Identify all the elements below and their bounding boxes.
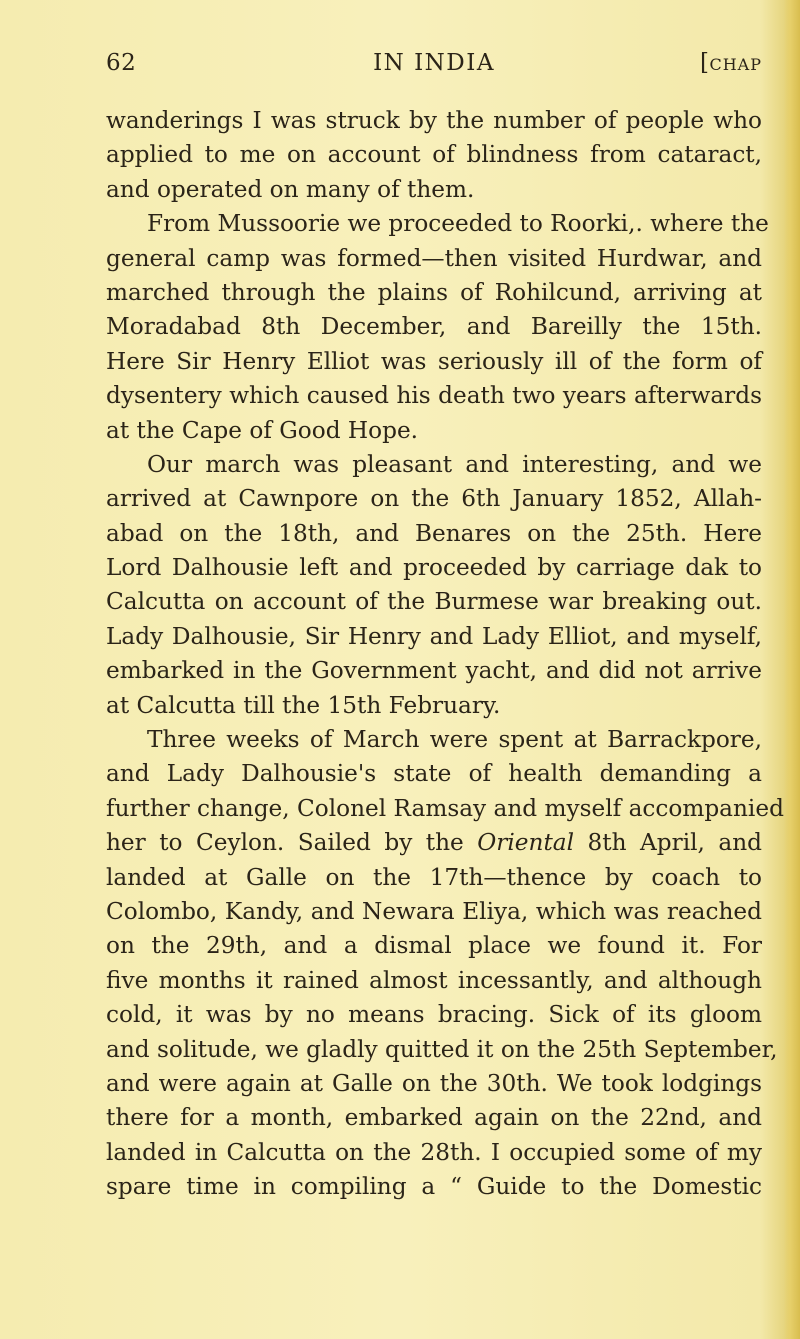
text-line: at the Cape of Good Hope. bbox=[106, 416, 419, 444]
text-line: Moradabad 8th December, and Bareilly the 15th. bbox=[106, 313, 762, 341]
text-line: Here Sir Henry Elliot was seriously ill of the form of bbox=[106, 347, 762, 375]
text-line: abad on the 18th, and Benares on the 25th. Here bbox=[106, 519, 762, 547]
text-line: Three weeks of March were spent at Barrackpore, bbox=[147, 726, 762, 754]
ship-name: Oriental bbox=[477, 829, 575, 857]
text-line: embarked in the Government yacht, and did not arrive bbox=[106, 657, 762, 685]
text-line: Our march was pleasant and interesting, and we bbox=[147, 450, 762, 478]
text-line: cold, it was by no means bracing. Sick of its gloom bbox=[106, 1001, 762, 1029]
text-line: spare time in compiling a “ Guide to the Domestic bbox=[106, 1173, 762, 1201]
text-line bbox=[106, 826, 762, 860]
text-line: arrived at Cawnpore on the 6th January 1852, Allah- bbox=[106, 485, 762, 513]
page-header bbox=[106, 50, 762, 84]
text-line: on the 29th, and a dismal place we found it. For bbox=[106, 932, 762, 960]
text-line: and were again at Galle on the 30th. We took lodgings bbox=[106, 1069, 762, 1097]
text-line: Colombo, Kandy, and Newara Eliya, which was reached bbox=[106, 897, 762, 925]
page-number: 62 bbox=[106, 50, 137, 76]
text-segment: 8th April, and bbox=[587, 829, 762, 857]
text-line: wanderings I was struck by the number of people who bbox=[106, 107, 762, 134]
text-line: Lord Dalhousie left and proceeded by carriage dak to bbox=[106, 554, 762, 582]
text-line: and Lady Dalhousie's state of health demanding a bbox=[106, 760, 762, 788]
text-line: marched through the plains of Rohilcund, arriving at bbox=[106, 278, 762, 306]
text-line: landed at Galle on the 17th—thence by coach to bbox=[106, 863, 762, 891]
chapter-label-text: CHAP bbox=[709, 55, 762, 74]
text-line: further change, Colonel Ramsay and myself accompanied bbox=[106, 794, 784, 822]
text-line: there for a month, embarked again on the 22nd, and bbox=[106, 1104, 762, 1132]
running-title: IN INDIA bbox=[373, 50, 495, 76]
text-line: and solitude, we gladly quitted it on the 25th September, bbox=[106, 1035, 778, 1063]
body-text bbox=[106, 104, 784, 1205]
text-line: Lady Dalhousie, Sir Henry and Lady Elliot, and myself, bbox=[106, 622, 762, 650]
page-edge bbox=[784, 0, 800, 1339]
text-line: at Calcutta till the 15th February. bbox=[106, 691, 501, 719]
text-line: and operated on many of them. bbox=[106, 175, 475, 203]
text-line: landed in Calcutta on the 28th. I occupied some of my bbox=[106, 1138, 762, 1166]
text-line: applied to me on account of blindness from cataract, bbox=[106, 141, 762, 169]
chapter-label bbox=[700, 50, 762, 76]
text-line: dysentery which caused his death two years afterwards bbox=[106, 382, 762, 410]
text-line: Calcutta on account of the Burmese war breaking out. bbox=[106, 588, 762, 616]
text-segment: her to Ceylon. Sailed by the bbox=[106, 829, 464, 857]
text-line: From Mussoorie we proceeded to Roorki,. where the bbox=[147, 210, 769, 238]
text-line: general camp was formed—then visited Hurdwar, and bbox=[106, 244, 762, 272]
text-line: five months it rained almost incessantly, and although bbox=[106, 966, 762, 994]
chapter-label-bracket: [ bbox=[700, 50, 710, 76]
